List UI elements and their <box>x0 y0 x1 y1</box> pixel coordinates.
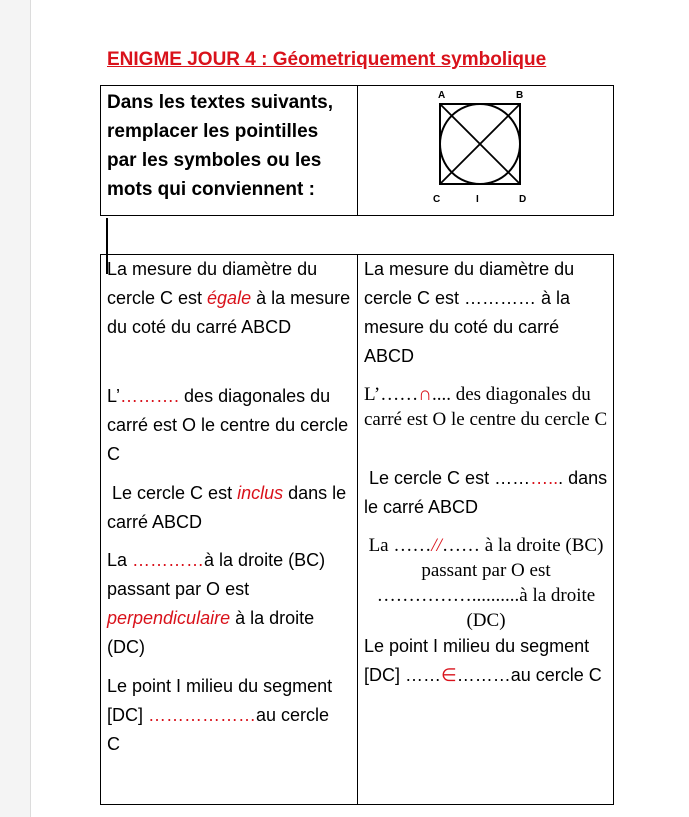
right-p4-after: …… à la droite (BC) passant par O est ……………..........à la droite (DC) <box>376 535 604 631</box>
left-p3-after: dans le carré ABCD <box>107 483 347 532</box>
left-p1-before: La mesure du diamètre du cercle C est <box>107 259 318 308</box>
square-circle-figure <box>420 87 550 212</box>
left-p4-after: à la droite (DC) <box>107 608 315 657</box>
right-p5-after: ………au cercle C <box>456 665 602 685</box>
right-p3 <box>364 464 608 522</box>
right-p2-before: L’…… <box>364 384 419 405</box>
left-p3-before: Le cercle C est <box>112 483 238 503</box>
label-a: A <box>438 90 446 101</box>
right-p4-symbol: // <box>431 535 442 556</box>
right-p5 <box>364 632 608 690</box>
right-p2-symbol: ∩ <box>418 384 432 405</box>
right-p3-red: ….. <box>530 468 559 488</box>
right-p2-after: .... des diagonales du carré est O le centre du cercle C <box>364 384 608 430</box>
left-p4-mid: à la droite (BC) passant par O est <box>107 550 326 599</box>
left-p4-highlight: perpendiculaire <box>107 608 231 628</box>
header-table-divider <box>357 85 358 216</box>
left-p4 <box>107 546 352 662</box>
right-p2 <box>364 382 608 432</box>
right-p1: La mesure du diamètre du cercle C est ………… à la mesure du coté du carré ABCD <box>364 259 575 366</box>
label-d: D <box>519 194 527 205</box>
left-p1 <box>107 255 352 342</box>
instructions-text: Dans les textes suivants, remplacer les pointilles par les symboles ou les mots qui conviennent : <box>107 92 333 200</box>
left-p2-before: L’ <box>107 386 121 406</box>
page-title: ENIGME JOUR 4 : Géometriquement symbolique <box>107 49 547 70</box>
right-p3-after: . dans le carré ABCD <box>364 468 608 517</box>
left-p5-blank: ……………… <box>148 705 257 725</box>
left-p3-highlight: inclus <box>237 483 284 503</box>
left-p3 <box>107 479 352 537</box>
label-b: B <box>516 90 524 101</box>
exercise-table-divider <box>357 254 358 805</box>
left-p5-before: Le point I milieu du segment [DC] <box>107 676 333 725</box>
page-margin-shade <box>0 0 31 817</box>
square-circle-diagram <box>420 87 550 207</box>
left-p4-before: La <box>107 550 133 570</box>
left-p2-after: des diagonales du carré est O le centre du cercle C <box>107 386 349 464</box>
label-c: C <box>433 194 441 205</box>
left-p2 <box>107 382 352 469</box>
right-p4-before: La …… <box>368 535 432 556</box>
right-p3-before: Le cercle C est …… <box>369 468 531 488</box>
right-p5-before: Le point I milieu du segment [DC] …… <box>364 636 590 685</box>
label-i: I <box>476 194 479 205</box>
right-p4 <box>364 533 608 633</box>
left-p5-after: au cercle C <box>107 705 330 754</box>
left-p1-highlight: égale <box>207 288 252 308</box>
left-p5 <box>107 672 347 759</box>
left-p1-after: à la mesure du coté du carré ABCD <box>107 288 351 337</box>
left-p4-blank: ………… <box>132 550 205 570</box>
right-p5-symbol: ∈ <box>441 665 457 685</box>
left-p2-blank: ………. <box>120 386 180 406</box>
